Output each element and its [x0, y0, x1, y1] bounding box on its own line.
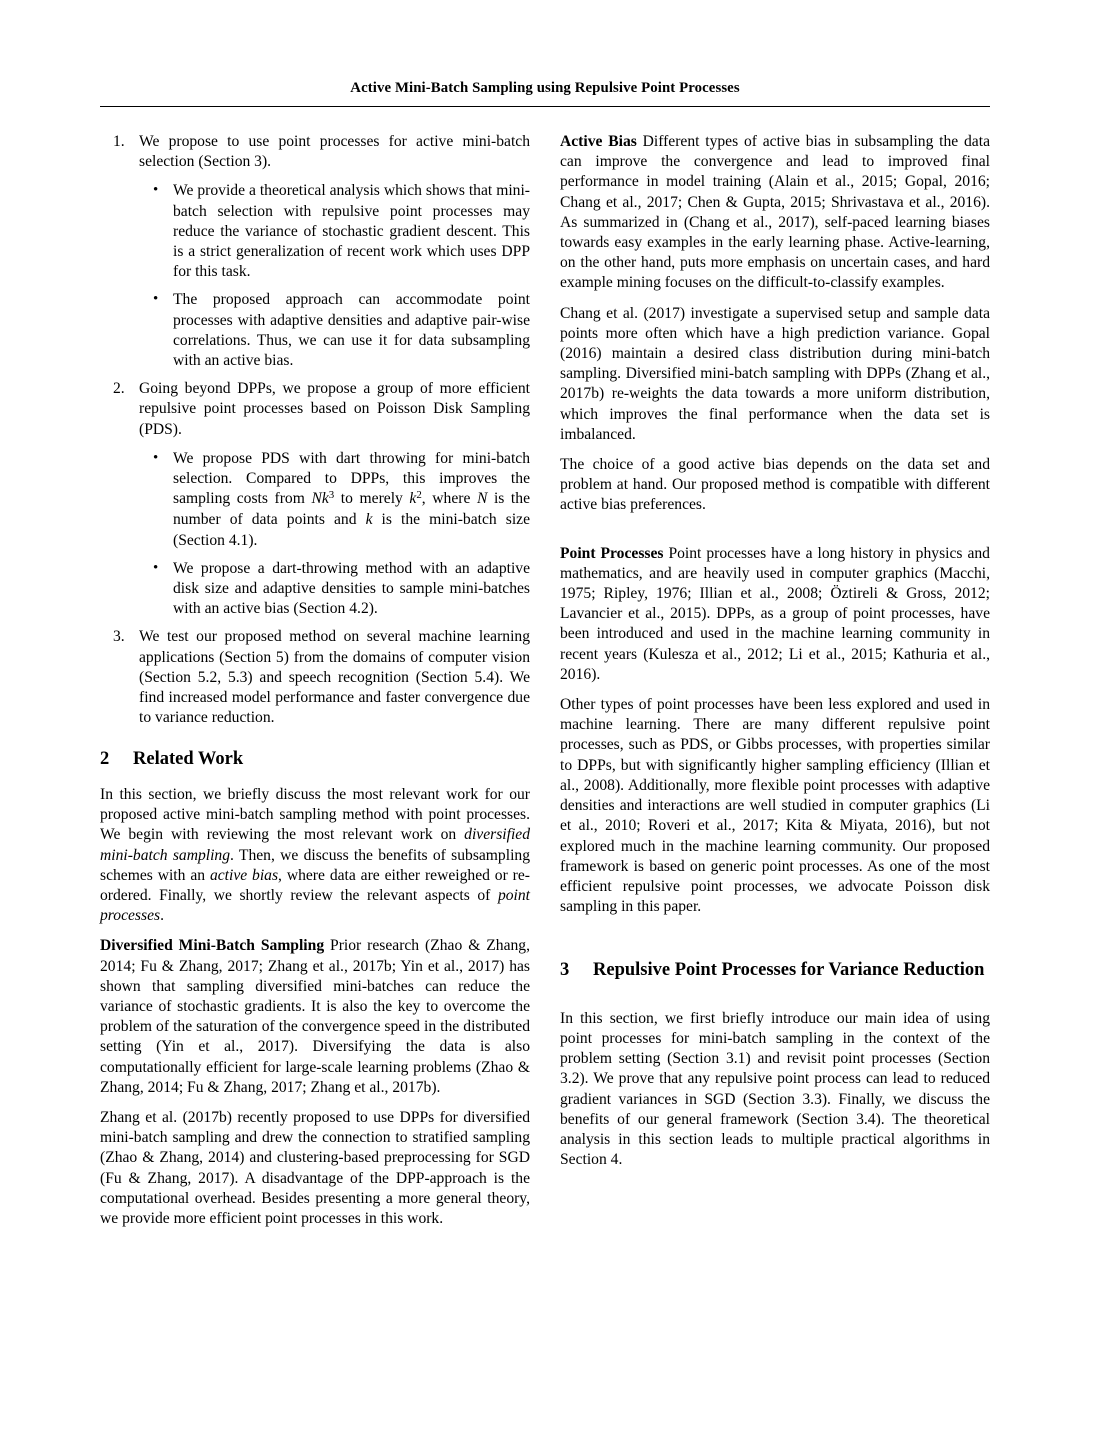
section-title: Repulsive Point Processes for Variance Reduction — [593, 960, 985, 981]
bullet-text: The proposed approach can accommodate point processes with adaptive densities and adaptive pair-wise correlations. Thus, we can use it for data subsampling with an active bias. — [173, 291, 530, 370]
bullet-text: We propose PDS with dart throwing for mini-batch selection. Compared to DPPs, this improves the sampling costs from Nk$^3$ to merely $k^2$, where N is the number of data points and k is the mini-batch size (Section 4.1). — [173, 449, 530, 549]
contributions-list — [100, 132, 530, 728]
bullet-text: We propose a dart-throwing method with an adaptive disk size and adaptive densities to sample mini-batches with an active bias (Section 4.2). — [173, 559, 530, 618]
two-column-layout — [100, 132, 990, 1239]
list-item — [100, 627, 530, 728]
section-number: 2 — [100, 749, 110, 770]
bullet-icon: • — [153, 449, 159, 466]
left-column — [100, 132, 530, 1239]
section-heading-repulsive-point-processes — [560, 959, 990, 983]
paragraph-point-processes: Point Processes Point processes have a long history in physics and mathematics, and are heavily used in computer graphics (Macchi, 1975; Ripley, 1976; Illian et al., 2008; Öztireli & Gross, 2012; Lavancier et al., 2015). DPPs, as a group of point processes, have been introduced and used in the machine learning community in recent years (Kulesza et al., 2012; Li et al., 2015; Kathuria et al., 2016). — [560, 544, 990, 683]
bullet-item — [100, 559, 530, 620]
list-item-number: 1. — [113, 133, 125, 150]
paragraph: Chang et al. (2017) investigate a supervised setup and sample data points more often which have a high prediction variance. Gopal (2016) maintain a desired class distribution during mini-batch sampling. Diversified mini-batch sampling with DPPs (Zhang et al., 2017b) re-weights the data towards a more uniform distribution, which improves the final performance when the data set is imbalanced. — [560, 304, 990, 443]
right-column — [560, 132, 990, 1239]
paragraph: In this section, we briefly discuss the most relevant work for our proposed active mini-batch sampling method with point processes. We begin with reviewing the most relevant work on diversified mini-batch sampling. Then, we discuss the benefits of subsampling schemes with an active bias, where data are either reweighed or re-ordered. Finally, we shortly review the relevant aspects of point processes. — [100, 785, 530, 925]
header-rule — [100, 106, 990, 107]
paragraph: Other types of point processes have been less explored and used in machine learning. There are many different repulsive point processes, such as PDS, or Gibbs processes, with properties similar to DPPs, but with significantly higher sampling efficiency (Illian et al., 2008). Additionally, more flexible point processes with adaptive densities and interactions are well studied in computer graphics (Li et al., 2010; Roveri et al., 2017; Kita & Miyata, 2016), but not explored much in the machine learning community. Our proposed framework is based on generic point processes. As one of the most efficient repulsive point processes, we advocate Poisson disk sampling in this paper. — [560, 696, 990, 916]
running-header — [100, 80, 990, 107]
bullet-item — [100, 181, 530, 282]
bullet-icon: • — [153, 182, 159, 199]
paragraph: Zhang et al. (2017b) recently proposed to use DPPs for diversified mini-batch sampling and drew the connection to stratified sampling (Zhao & Zhang, 2014) and clustering-based preprocessing for SGD (Fu & Zhang, 2017). A disadvantage of the DPP-approach is the computational overhead. Besides presenting a more general theory, we provide more efficient point processes in this work. — [100, 1109, 530, 1228]
list-item-text: We test our proposed method on several machine learning applications (Section 5) from the domains of computer vision (Section 5.2, 5.3) and speech recognition (Section 5.4). We find increased model performance and faster convergence due to variance reduction. — [139, 628, 530, 727]
list-item-number: 3. — [113, 628, 125, 646]
bullet-text: We provide a theoretical analysis which shows that mini-batch selection with repulsive point processes may reduce the variance of stochastic gradient descent. This is a strict generalization of recent work which uses DPP for this task. — [173, 182, 530, 281]
paragraph-active-bias: Active Bias Different types of active bias in subsampling the data can improve the convergence and lead to improved final performance in model training (Alain et al., 2015; Gopal, 2016; Chang et al., 2017; Chen & Gupta, 2015; Shrivastava et al., 2016). As summarized in (Chang et al., 2017), self-paced learning biases towards easy examples in the early learning phase. Active-learning, on the other hand, puts more emphasis on uncertain cases, and hard example mining focuses on the difficult-to-classify examples. — [560, 133, 990, 292]
bullet-item — [100, 290, 530, 371]
running-header-title: Active Mini-Batch Sampling using Repulsive Point Processes — [350, 80, 740, 96]
list-item-number: 2. — [113, 380, 125, 398]
bullet-icon: • — [153, 559, 159, 576]
page-content — [100, 80, 990, 1239]
section-title: Related Work — [133, 749, 244, 770]
paragraph: The choice of a good active bias depends on the data set and problem at hand. Our proposed method is compatible with different active bias preferences. — [560, 456, 990, 514]
paragraph: In this section, we first briefly introduce our main idea of using point processes for mini-batch sampling in the context of the problem setting (Section 3.1) and revisit point processes (Section 3.2). We prove that any repulsive point process can lead to reduced gradient variances in SGD (Section 3.3). Finally, we discuss the benefits of our general framework (Section 3.4). The theoretical analysis in this section leads to multiple practical algorithms in Section 4. — [560, 1009, 990, 1169]
list-item — [100, 379, 530, 440]
bullet-icon: • — [153, 291, 159, 308]
bullet-item — [100, 449, 530, 551]
section-heading-related-work — [100, 748, 530, 772]
list-item-text: We propose to use point processes for active mini-batch selection (Section 3). — [139, 133, 530, 171]
paragraph-diversified-mini-batch-sampling: Diversified Mini-Batch Sampling Prior research (Zhao & Zhang, 2014; Fu & Zhang, 2017; Zhang et al., 2017b; Yin et al., 2017) has shown that sampling diversified mini-batches can reduce the variance of stochastic gradients. It is also the key to overcome the problem of the saturation of the convergence speed in the distributed setting (Yin et al., 2017). Diversifying the data is also computationally efficient for large-scale learning problems (Zhao & Zhang, 2014; Fu & Zhang, 2017; Zhang et al., 2017b). — [100, 937, 530, 1096]
list-item — [100, 132, 530, 172]
section-number: 3 — [560, 960, 570, 981]
list-item-text: Going beyond DPPs, we propose a group of more efficient repulsive point processes based on Poisson Disk Sampling (PDS). — [139, 380, 530, 438]
